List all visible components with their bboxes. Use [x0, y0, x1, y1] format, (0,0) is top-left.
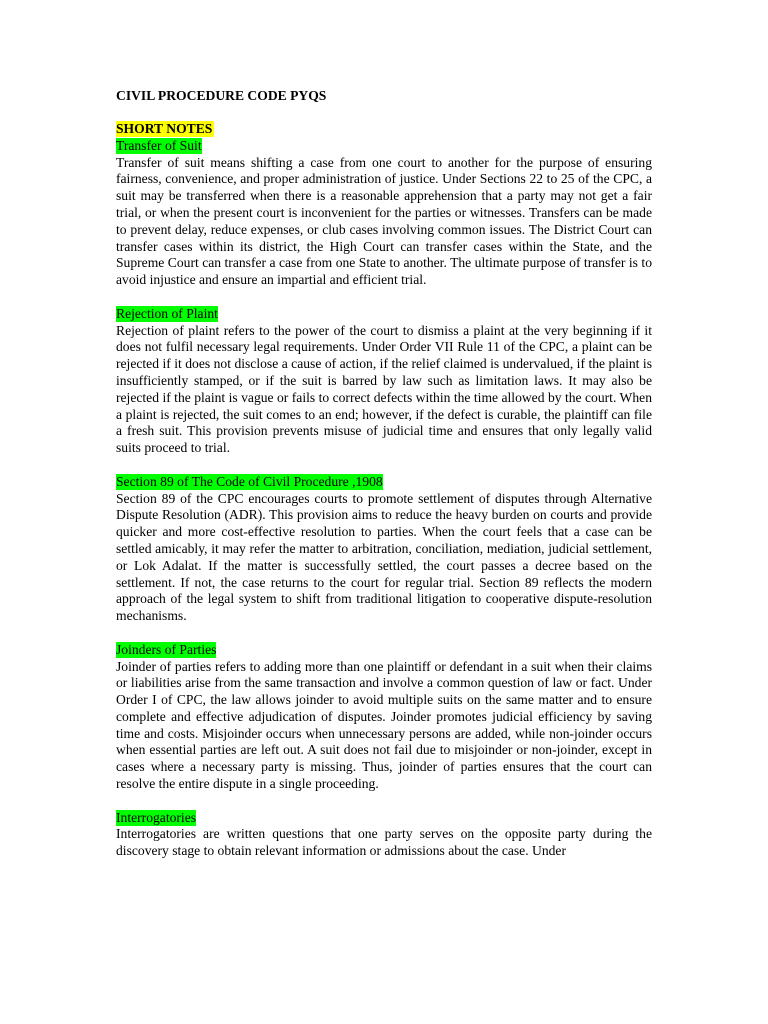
document-page — [116, 87, 652, 877]
section-body: Interrogatories are written questions that one party serves on the opposite party during the discovery stage to obtain relevant information or admissions about the case. Under — [116, 826, 652, 859]
document-title: CIVIL PROCEDURE CODE PYQS — [116, 88, 327, 103]
section-body: Section 89 of the CPC encourages courts to promote settlement of disputes through Alternative Dispute Resolution (ADR). This provision aims to reduce the heavy burden on courts and provide quicker and more cost-effective resolution to parties. When the court feels that a case can be settled amicably, it may refer the matter to arbitration, conciliation, mediation, judicial settlement, or Lok Adalat. If the matter is successfully settled, the court passes a decree based on the settlement. If not, the case returns to the court for regular trial. Section 89 reflects the modern approach of the legal system to shift from traditional litigation to cooperative dispute-resolution mechanisms. — [116, 490, 652, 624]
section-heading: Interrogatories — [116, 809, 197, 825]
section-body: Joinder of parties refers to adding more than one plaintiff or defendant in a suit when their claims or liabilities arise from the same transaction and involve a common question of law or fact. Under Order I of CPC, the law allows joinder to avoid multiple suits on the same matter and to ensure complete and effective adjudication of disputes. Joinder promotes judicial efficiency by saving time and costs. Misjoinder occurs when unnecessary persons are added, while non-joinder occurs when essential parties are left out. A suit does not fail due to misjoinder or non-joinder, except in cases where a necessary party is missing. Thus, joinder of parties ensures that the court can resolve the entire dispute in a single proceeding. — [116, 658, 652, 792]
section-body: Transfer of suit means shifting a case from one court to another for the purpose of ensuring fairness, convenience, and proper administration of justice. Under Sections 22 to 25 of the CPC, a suit may be transferred when there is a reasonable apprehension that a party may not get a fair trial, or when the present court is inconvenient for the parties or witnesses. Transfers can be made to prevent delay, reduce expenses, or club cases involving common issues. The District Court can transfer cases within its district, the High Court can transfer cases within the State, and the Supreme Court can transfer a case from one State to another. The ultimate purpose of transfer is to avoid injustice and ensure an impartial and efficient trial. — [116, 154, 652, 288]
short-notes-label: SHORT NOTES — [116, 121, 213, 136]
section-body: Rejection of plaint refers to the power of the court to dismiss a plaint at the very beginning if it does not fulfil necessary legal requirements. Under Order VII Rule 11 of the CPC, a plaint can be rejected if it does not disclose a cause of action, if the relief claimed is undervalued, if the plaint is insufficiently stamped, or if the suit is barred by law such as limitation laws. It may also be rejected if the plaint is vague or fails to correct defects within the time allowed by the court. When a plaint is rejected, the suit comes to an end; however, if the defect is curable, the plaintiff can file a fresh suit. This provision prevents misuse of judicial time and ensures that only legally valid suits proceed to trial. — [116, 322, 652, 456]
section-heading: Transfer of Suit — [116, 137, 202, 153]
section-interrogatories — [116, 810, 652, 860]
section-heading: Joinders of Parties — [116, 641, 217, 657]
section-transfer-of-suit — [116, 138, 652, 289]
section-rejection-of-plaint — [116, 306, 652, 457]
section-89-cpc — [116, 474, 652, 625]
section-joinders-of-parties — [116, 642, 652, 793]
section-heading: Section 89 of The Code of Civil Procedure ,1908 — [116, 473, 383, 489]
section-heading: Rejection of Plaint — [116, 305, 218, 321]
